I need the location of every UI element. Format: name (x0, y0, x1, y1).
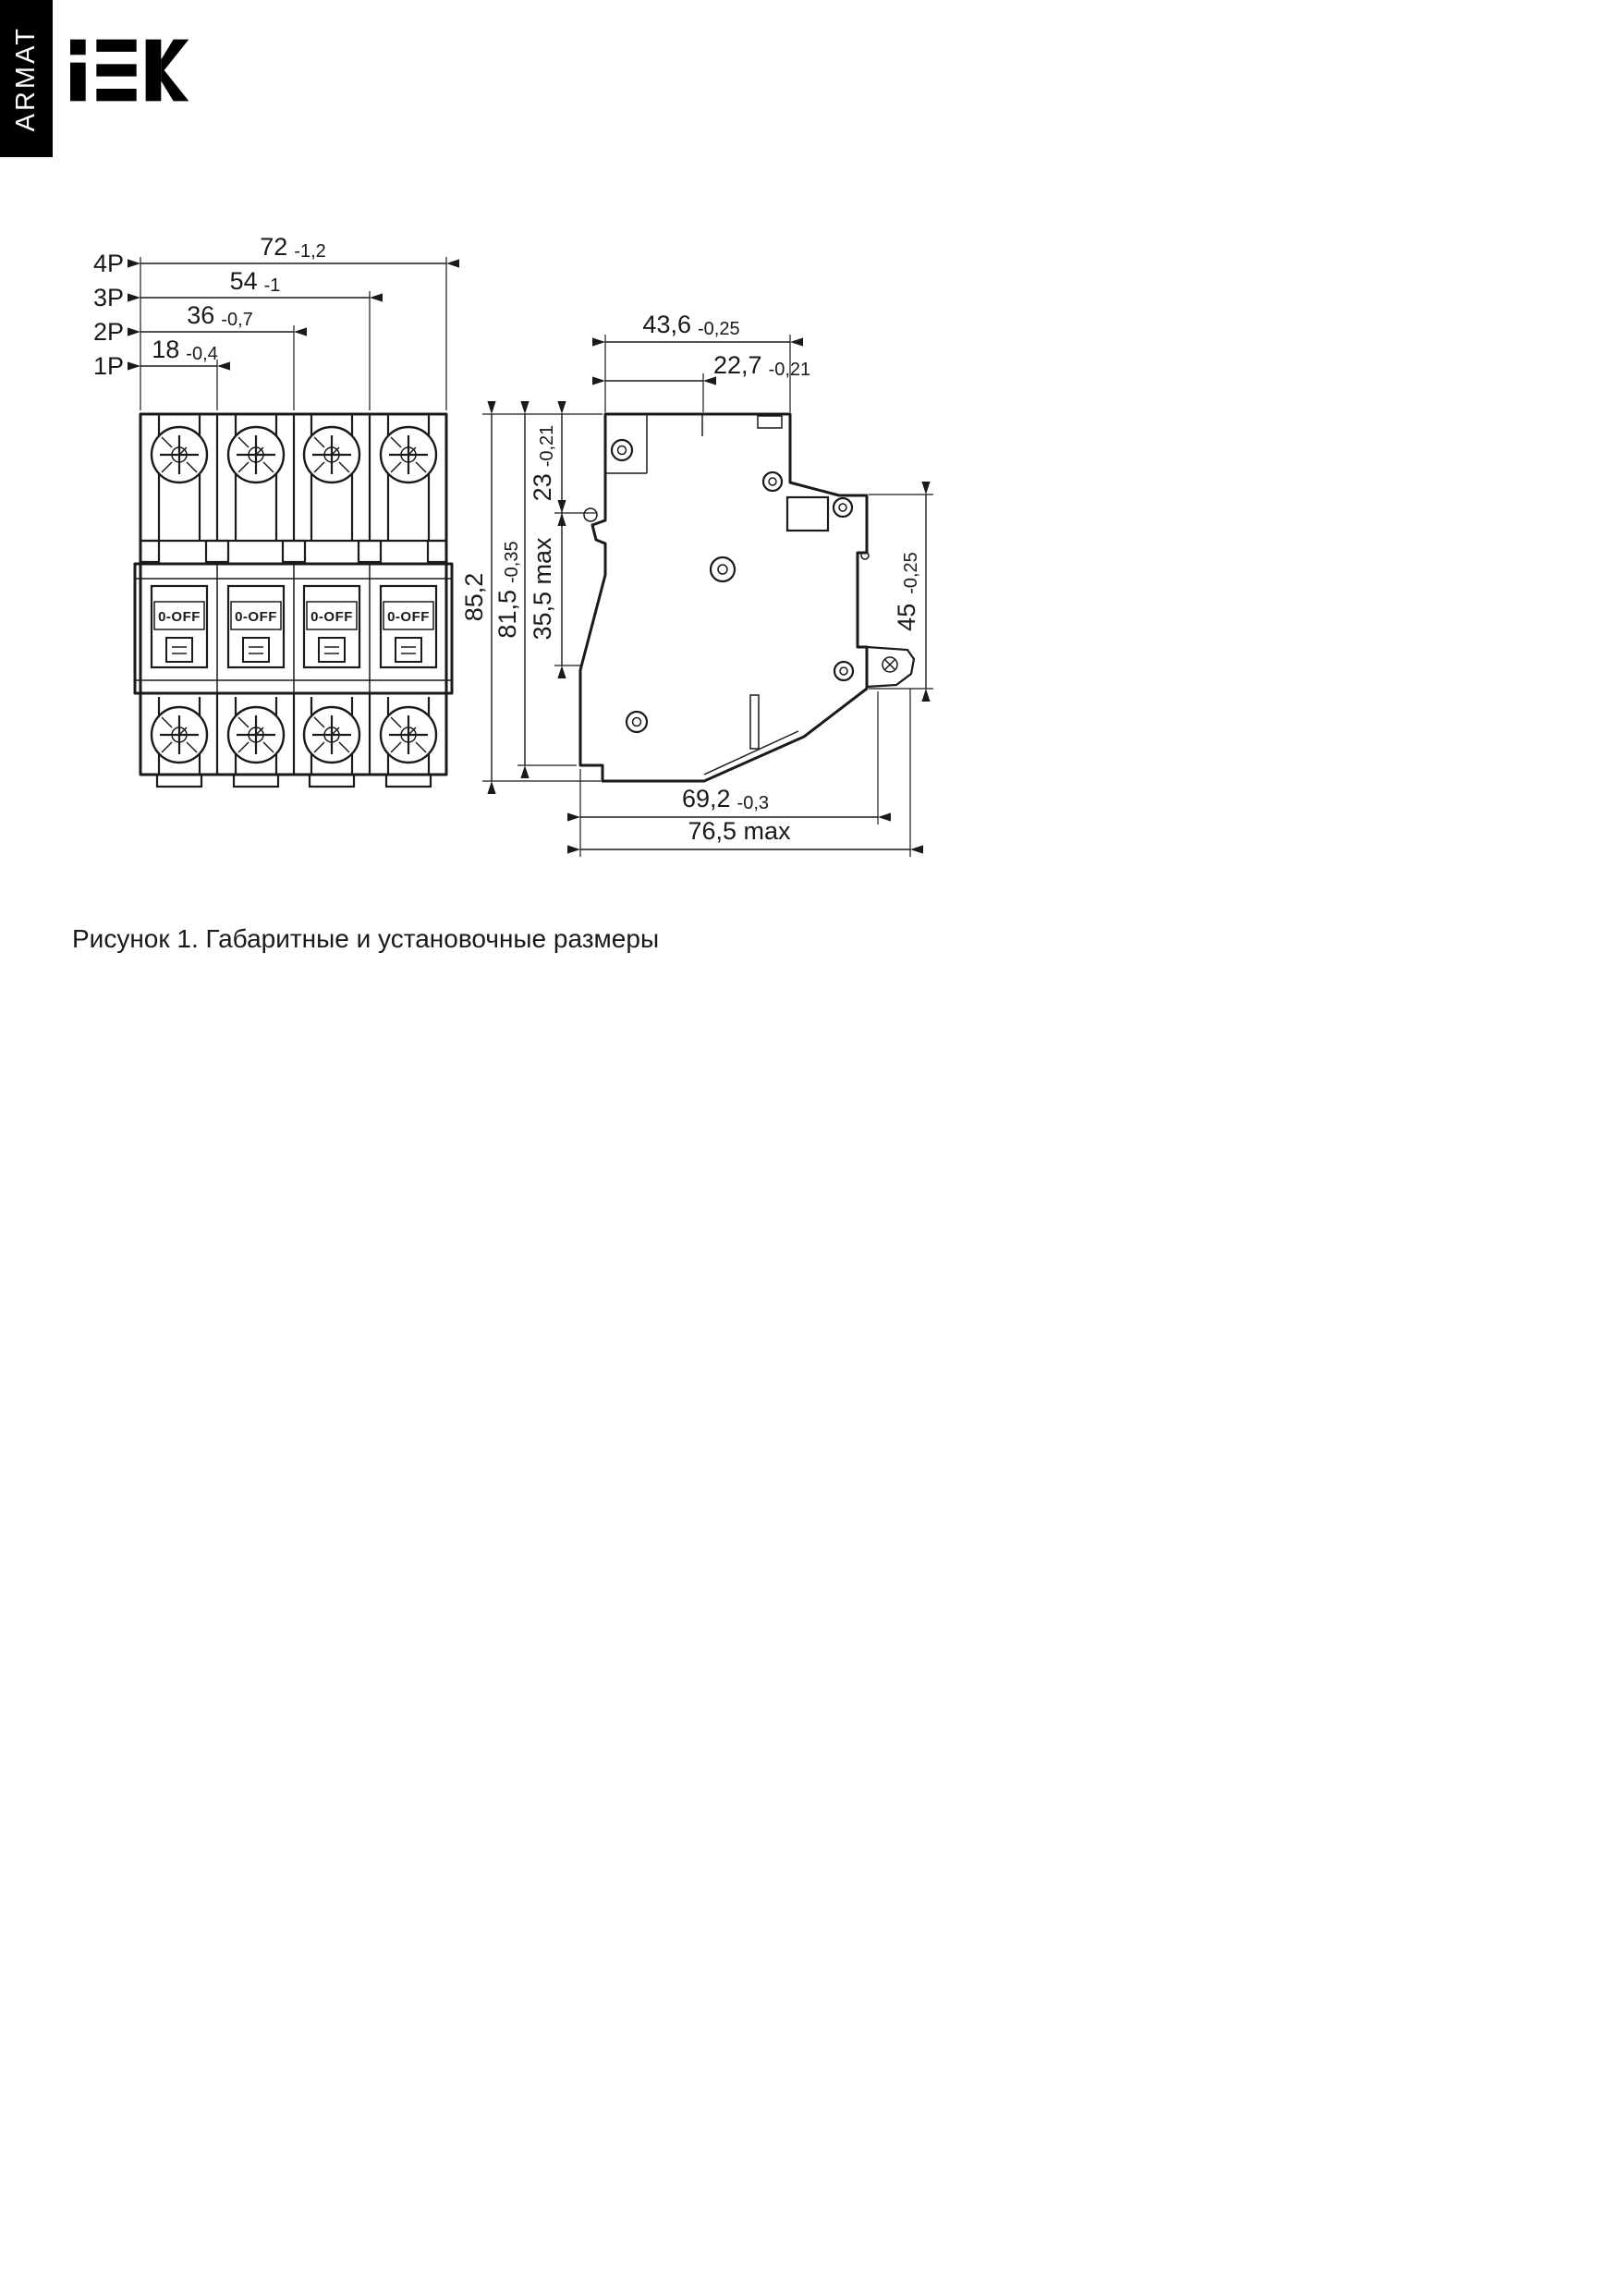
figure-caption: Рисунок 1. Габаритные и установочные размеры (72, 924, 660, 953)
side-dimensions (460, 311, 933, 857)
switch-state-label: 0-OFF (387, 609, 430, 625)
pole-label-2p: 2P (92, 318, 124, 346)
dim-height-overall: 85,2 (460, 572, 488, 622)
pole-label-1p: 1P (92, 352, 124, 380)
dim-front-depth-max: 35,5 max (529, 537, 556, 641)
pole-label-4p: 4P (92, 250, 124, 277)
screw-boss (584, 440, 869, 732)
switch-state-label: 0-OFF (310, 609, 353, 625)
switch-state-label: 0-OFF (235, 609, 277, 625)
front-view (135, 414, 452, 787)
dim-width-top: 43,6 -0,25 (642, 311, 740, 339)
breaker-module (381, 414, 436, 787)
dim-width-3p: 54 -1 (229, 267, 281, 296)
dim-width-4p: 72 -1,2 (260, 233, 326, 262)
switch-state-label: 0-OFF (158, 609, 201, 625)
dim-overall-depth-max: 76,5 max (688, 817, 791, 845)
dim-din-clip-height: 45-0,25 (893, 552, 921, 631)
mount-tab (206, 541, 228, 562)
mount-tab (140, 541, 159, 562)
mount-tab (283, 541, 305, 562)
dim-width-recess: 22,7 -0,21 (713, 351, 811, 380)
din-latch (867, 647, 914, 687)
dim-width-2p: 36 -0,7 (187, 301, 253, 330)
breaker-module (228, 414, 284, 787)
dim-width-1p: 18 -0,4 (152, 336, 218, 364)
side-view (580, 414, 914, 781)
dim-mount-depth: 69,2 -0,3 (681, 785, 770, 813)
dim-height-body: 81,5-0,35 (493, 541, 522, 639)
breaker-module (304, 414, 359, 787)
brand-vertical-label: ARMAT (11, 25, 41, 132)
dim-top-to-step: 23-0,21 (529, 424, 557, 502)
front-dimensions (93, 233, 446, 410)
mount-tab (428, 541, 446, 562)
pole-label-3p: 3P (92, 284, 124, 311)
mount-tab (359, 541, 381, 562)
breaker-module (152, 414, 207, 787)
